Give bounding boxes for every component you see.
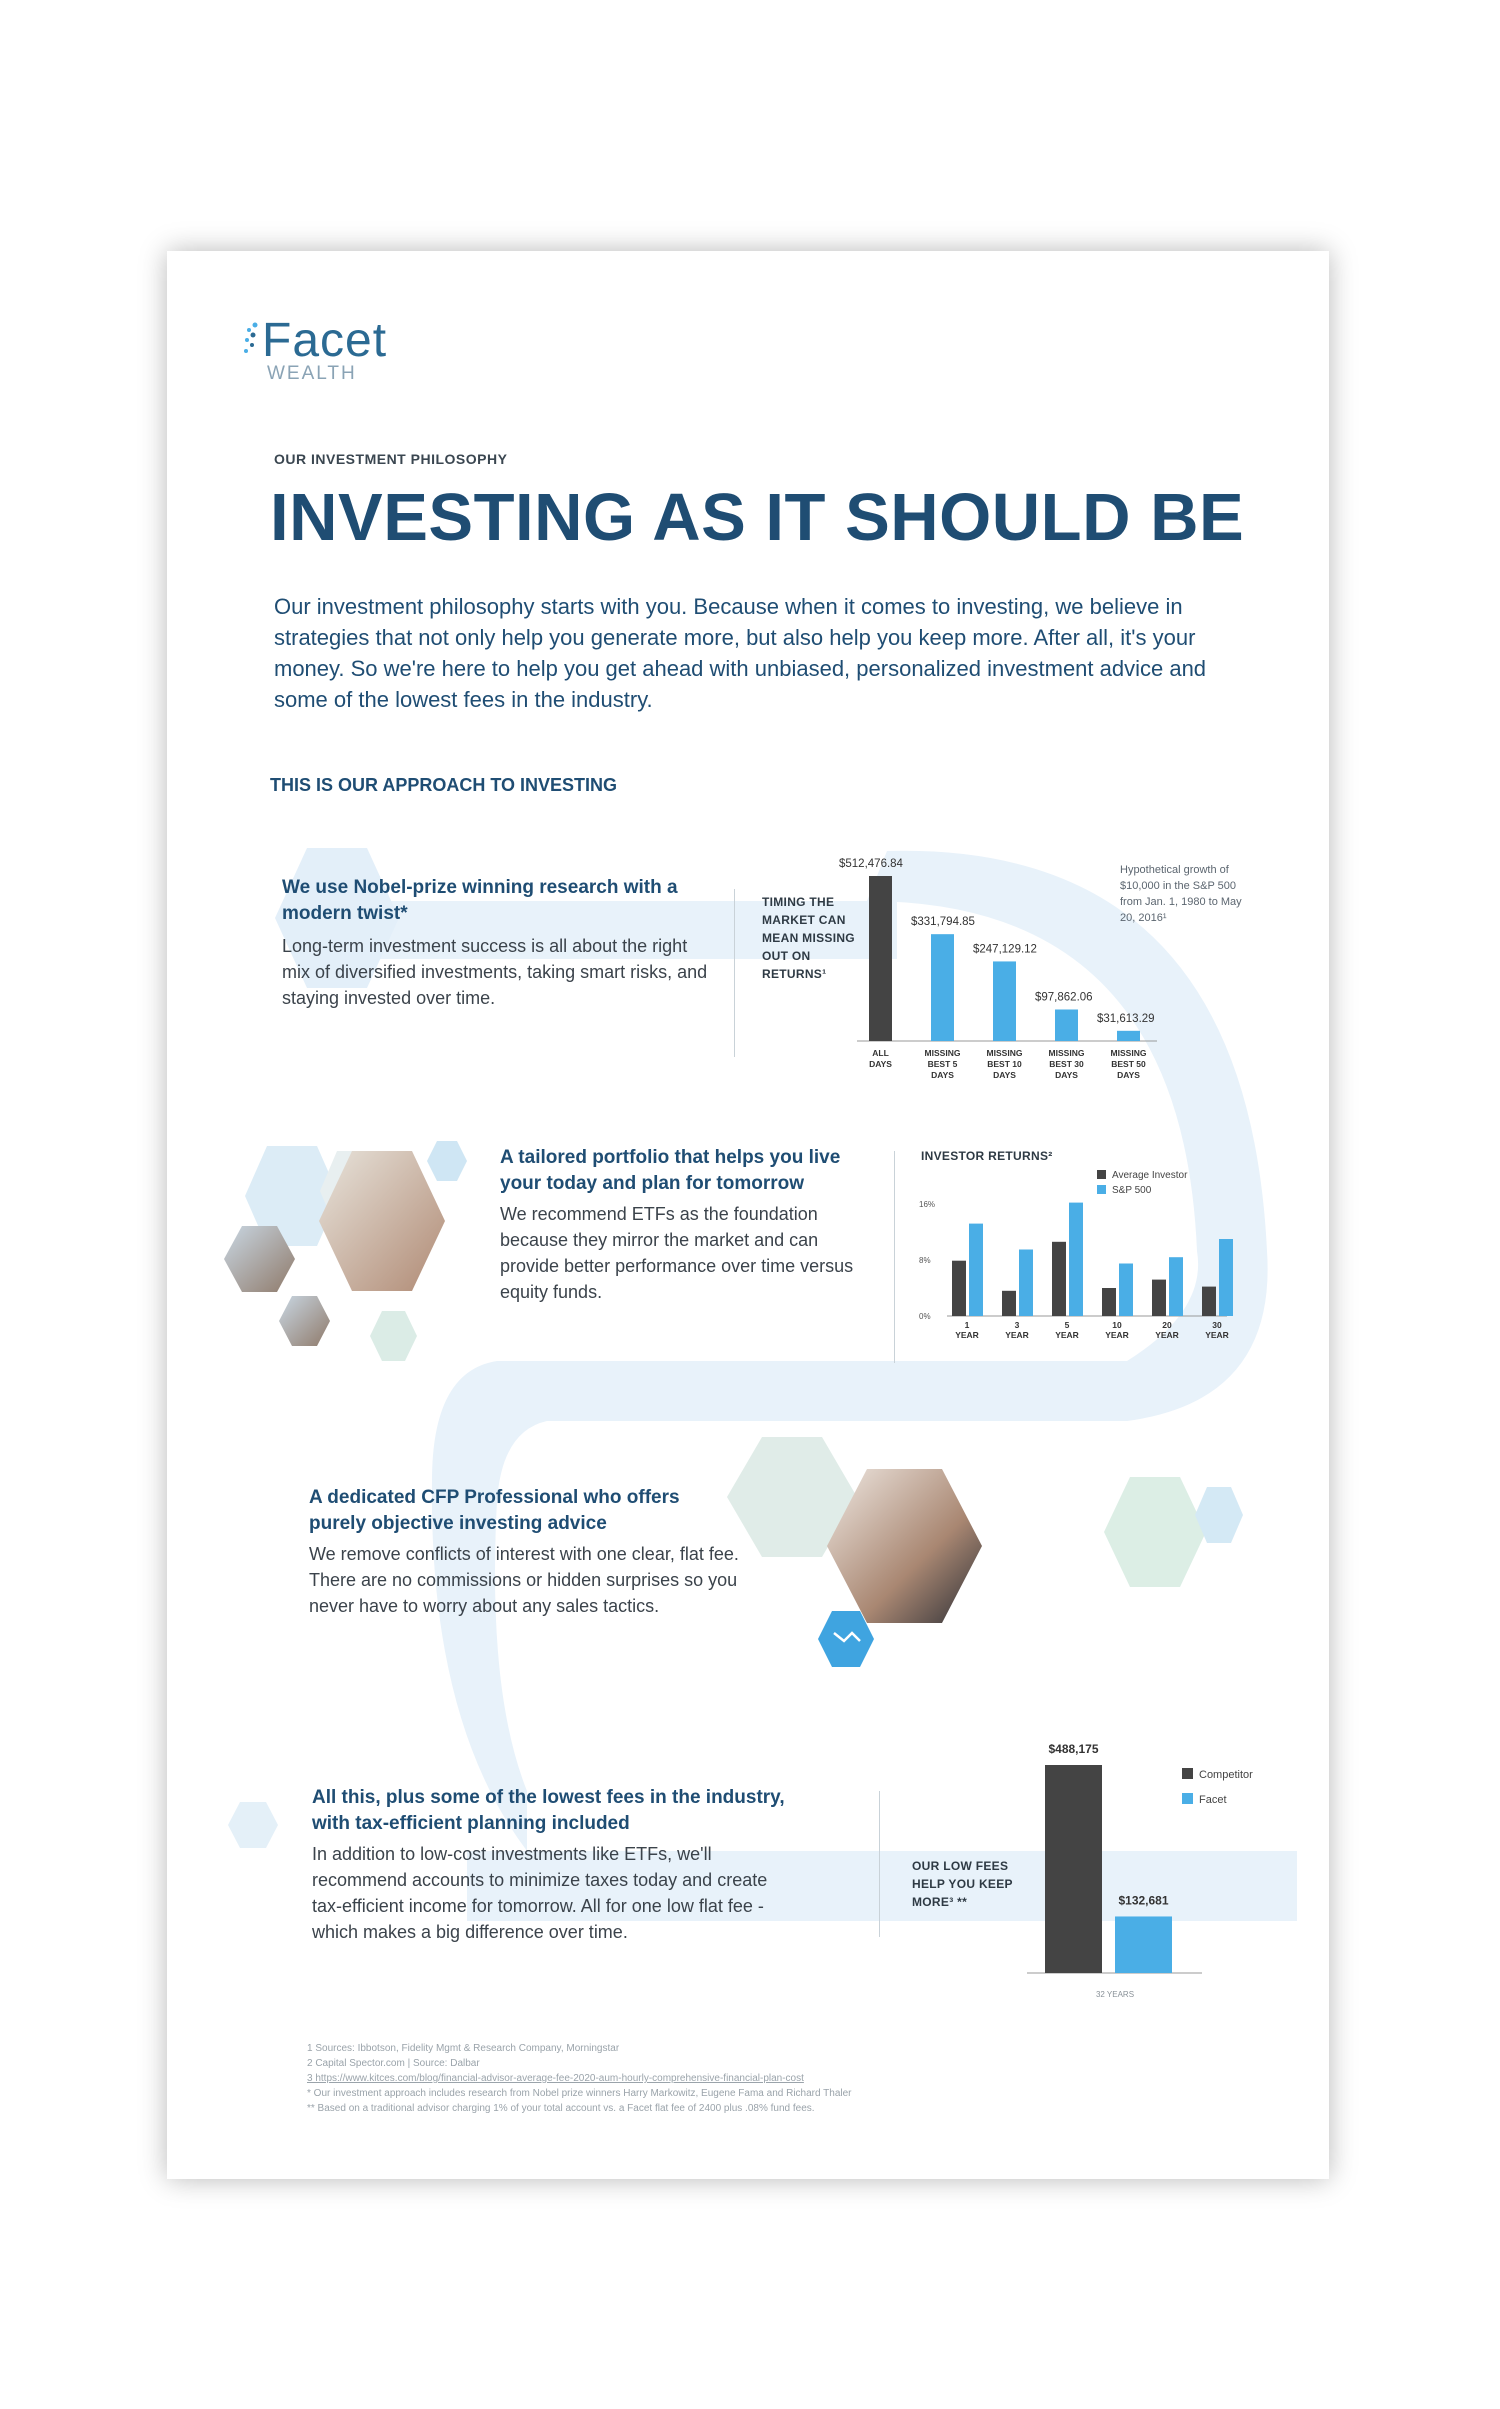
intro-paragraph: Our investment philosophy starts with you. Because when it comes to investing, we believe in strategies that not only help you generate more, but also help you keep more. After all, it's your money. So we're here to help you get ahead with unbiased, personalized investment advice and some of the lowest fees in the industry. xyxy=(274,594,1207,712)
legend-label: Facet xyxy=(1199,1794,1227,1806)
x-tick-label: DAYS xyxy=(993,1070,1016,1080)
data-label: $512,476.84 xyxy=(839,858,903,870)
data-label: $331,794.85 xyxy=(911,916,975,929)
x-tick-label: 3 xyxy=(1014,1320,1020,1330)
logo-wordmark: Facet xyxy=(262,314,388,367)
bar xyxy=(931,934,954,1041)
x-tick-label: BEST 30 xyxy=(1049,1059,1084,1069)
kicker: OUR INVESTMENT PHILOSOPHY xyxy=(274,451,508,467)
x-tick-label: YEAR xyxy=(1055,1330,1079,1340)
section-fees xyxy=(312,1785,802,1945)
x-tick-label: 5 xyxy=(1064,1320,1070,1330)
chart-timing-market xyxy=(839,836,1157,1080)
x-tick-label: DAYS xyxy=(1117,1070,1140,1080)
section-portfolio xyxy=(500,1145,860,1305)
bar xyxy=(1202,1287,1216,1316)
x-tick-label: DAYS xyxy=(1055,1070,1078,1080)
divider xyxy=(879,1791,880,1937)
chart2-title: INVESTOR RETURNS² xyxy=(921,1149,1053,1163)
divider xyxy=(734,889,735,1057)
bar xyxy=(993,961,1016,1041)
y-tick-label: 0% xyxy=(919,1312,931,1321)
footnote: 1 Sources: Ibbotson, Fidelity Mgmt & Research Company, Morningstar xyxy=(307,2043,620,2054)
x-tick-label: BEST 10 xyxy=(987,1059,1022,1069)
section-cfp xyxy=(309,1485,739,1619)
x-tick-label: DAYS xyxy=(931,1070,954,1080)
x-tick-label: MISSING xyxy=(1110,1048,1147,1058)
approach-heading: THIS IS OUR APPROACH TO INVESTING xyxy=(270,775,618,795)
section-body: In addition to low-cost investments like ETFs, we'll recommend accounts to minimize taxes today and create tax-efficient income for tomorrow. All for one low flat fee - which makes a big difference over time. xyxy=(312,1844,768,1942)
legend-swatch xyxy=(1097,1185,1106,1194)
bar xyxy=(1119,1264,1133,1317)
data-label: $97,862.06 xyxy=(1035,991,1093,1004)
advisor-photo xyxy=(802,1461,1002,1691)
footnote-link[interactable]: 3 https://www.kitces.com/blog/financial-advisor-average-fee-2020-aum-hourly-comprehensive-financial-plan-cost xyxy=(307,2073,804,2084)
x-tick-label: 20 xyxy=(1162,1320,1172,1330)
data-label: $488,175 xyxy=(1048,1742,1099,1756)
chart-low-fees xyxy=(1027,1741,1327,2011)
section-heading: All this, plus some of the lowest fees in the industry, with tax-efficient planning included xyxy=(312,1787,785,1834)
x-tick-label: DAYS xyxy=(869,1059,892,1069)
legend-swatch xyxy=(1182,1793,1193,1804)
bar xyxy=(1102,1288,1116,1316)
section-body: We recommend ETFs as the foundation because they mirror the market and can provide better performance over time versus equity funds. xyxy=(500,1204,854,1302)
data-label: $132,681 xyxy=(1118,1893,1169,1908)
logo-dots-icon xyxy=(241,321,261,361)
x-tick-label: BEST 50 xyxy=(1111,1059,1146,1069)
bar xyxy=(1019,1250,1033,1317)
bar xyxy=(1069,1203,1083,1316)
divider xyxy=(894,1151,895,1363)
bar xyxy=(1002,1291,1016,1316)
footnote: ** Based on a traditional advisor charging 1% of your total account vs. a Facet flat fee of 2400 plus .08% fund fees. xyxy=(307,2103,815,2114)
couple-photo xyxy=(319,1151,445,1291)
x-tick-label: BEST 5 xyxy=(927,1059,958,1069)
data-label: $31,613.29 xyxy=(1097,1012,1155,1025)
x-tick-label: MISSING xyxy=(924,1048,961,1058)
section-heading: We use Nobel-prize winning research with a modern twist* xyxy=(282,877,678,924)
x-tick-label: 30 xyxy=(1212,1320,1222,1330)
page-title: INVESTING AS IT SHOULD BE xyxy=(270,480,1245,555)
chart1-note: Hypothetical growth of $10,000 in the S&P 500 from Jan. 1, 1980 to May 20, 2016¹ xyxy=(1120,864,1242,924)
chart1-title: TIMING THE MARKET CAN MEAN MISSING OUT ON RETURNS¹ xyxy=(762,895,855,981)
data-label: $247,129.12 xyxy=(973,943,1037,956)
bar xyxy=(1219,1239,1233,1316)
x-axis-label: 32 YEARS xyxy=(1095,1990,1135,1999)
section-body: We remove conflicts of interest with one clear, flat fee. There are no commissions or hidden surprises so you never have to worry about any sales tactics. xyxy=(309,1544,739,1616)
bar xyxy=(1052,1242,1066,1316)
bar xyxy=(869,876,892,1041)
logo-subtitle: WEALTH xyxy=(267,363,357,384)
bar xyxy=(1152,1280,1166,1316)
x-tick-label: YEAR xyxy=(1205,1330,1229,1340)
bar xyxy=(1055,1009,1078,1041)
family-photos xyxy=(217,1131,487,1361)
document-page xyxy=(167,251,1329,2179)
footnote: 2 Capital Spector.com | Source: Dalbar xyxy=(307,2058,480,2069)
bar xyxy=(1045,1765,1102,1973)
legend-label: Competitor xyxy=(1199,1769,1253,1781)
section-heading: A dedicated CFP Professional who offers purely objective investing advice xyxy=(309,1487,680,1534)
footnote: * Our investment approach includes research from Nobel prize winners Harry Markowitz, Eugene Fama and Richard Thaler xyxy=(307,2088,852,2099)
bar xyxy=(1115,1916,1172,1973)
x-tick-label: 1 xyxy=(964,1320,970,1330)
x-tick-label: MISSING xyxy=(986,1048,1023,1058)
bar xyxy=(1117,1031,1140,1041)
chart-investor-returns xyxy=(907,1166,1227,1366)
y-tick-label: 16% xyxy=(919,1200,936,1209)
legend-swatch xyxy=(1182,1768,1193,1779)
x-tick-label: YEAR xyxy=(1105,1330,1129,1340)
legend-swatch xyxy=(1097,1170,1106,1179)
x-tick-label: YEAR xyxy=(1005,1330,1029,1340)
x-tick-label: YEAR xyxy=(1155,1330,1179,1340)
child-photo xyxy=(279,1296,330,1346)
legend-label: S&P 500 xyxy=(1112,1185,1152,1196)
y-tick-label: 8% xyxy=(919,1256,931,1265)
section-research xyxy=(282,875,712,1011)
legend-label: Average Investor xyxy=(1112,1170,1188,1181)
x-tick-label: 10 xyxy=(1112,1320,1122,1330)
bar xyxy=(1169,1257,1183,1316)
bar xyxy=(969,1224,983,1316)
x-tick-label: YEAR xyxy=(955,1330,979,1340)
section-body: Long-term investment success is all about the right mix of diversified investments, taking smart risks, and staying invested over time. xyxy=(282,936,708,1008)
chart3-title: OUR LOW FEES HELP YOU KEEP MORE³ ** xyxy=(912,1859,1013,1909)
section-heading: A tailored portfolio that helps you live your today and plan for tomorrow xyxy=(500,1147,841,1194)
x-tick-label: MISSING xyxy=(1048,1048,1085,1058)
bar xyxy=(952,1261,966,1316)
family-photo xyxy=(224,1226,295,1292)
x-tick-label: ALL xyxy=(872,1048,889,1058)
footnotes xyxy=(307,2041,1067,2116)
